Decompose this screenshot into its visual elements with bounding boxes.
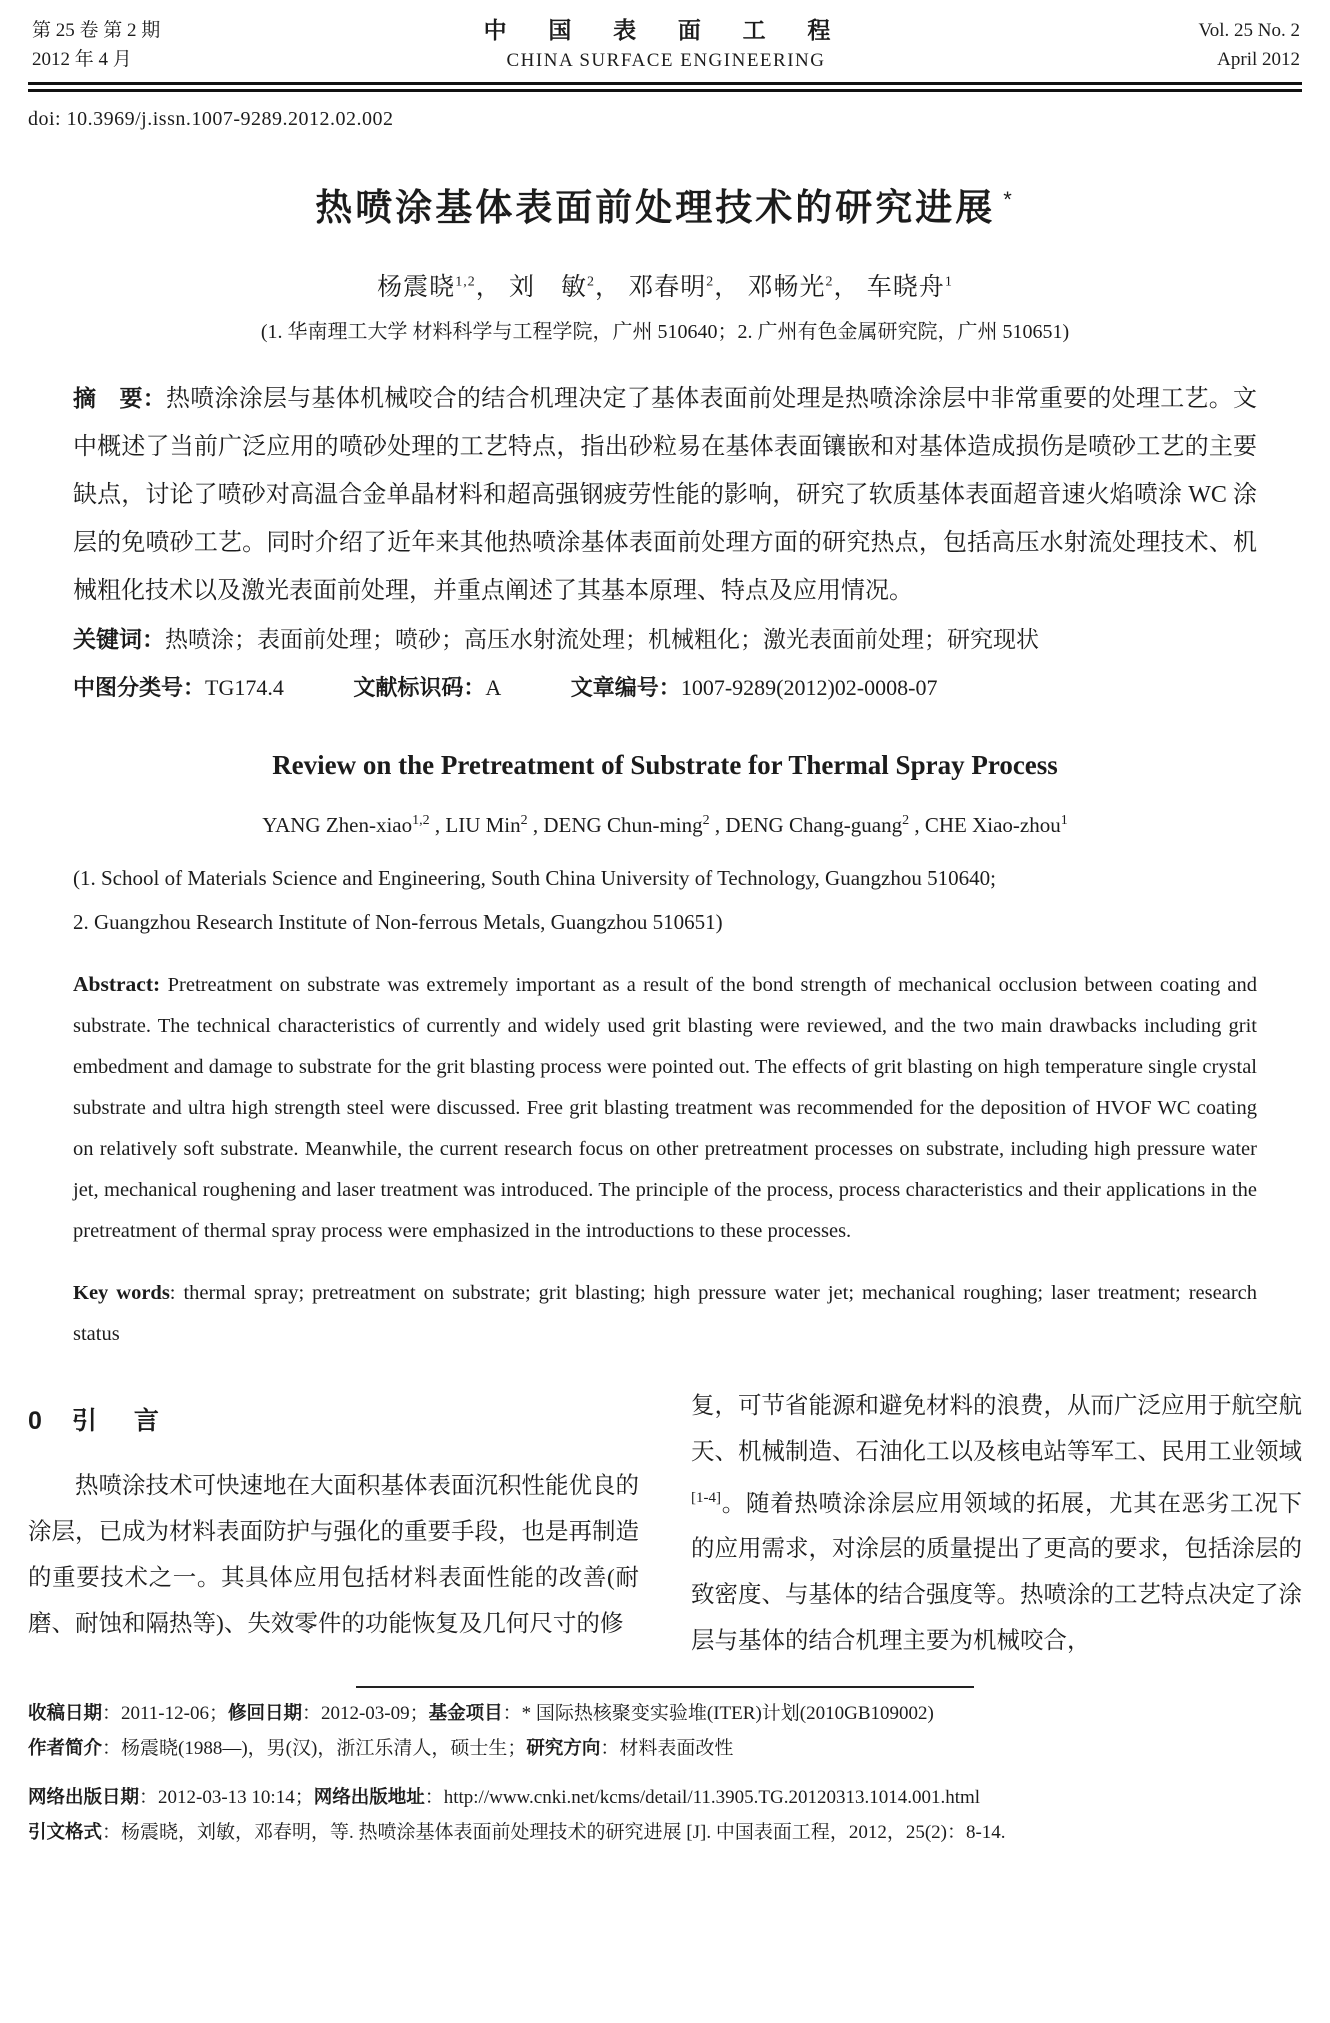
keywords-cn-label: 关键词 xyxy=(73,626,142,652)
author-en: DENG Chang-guang$^2$ , xyxy=(725,813,925,837)
section-title: 引 言 xyxy=(71,1406,165,1435)
footnote-citation-format: 引文格式：杨震晓，刘敏，邓春明，等. 热喷涂基体表面前处理技术的研究进展 [J]. 中国表面工程，2012，25(2)：8-14. xyxy=(28,1821,1006,1844)
footnotes xyxy=(28,1696,1302,1850)
affiliation-en-line1: (1. School of Materials Science and Engineering, South China University of Technology, Guangzhou 510640; xyxy=(73,866,996,890)
footnote-web-publication: 网络出版日期：2012-03-13 10:14；网络出版地址：http://www.cnki.net/kcms/detail/11.3905.TG.20120313.1014.001.html xyxy=(28,1786,981,1809)
journal-header xyxy=(28,16,1302,75)
issue-date-line: 2012 年 4 月 xyxy=(32,49,132,70)
footnote-web-block xyxy=(28,1780,1302,1850)
header-double-rule xyxy=(28,82,1302,92)
citation-reference: [1-4] xyxy=(691,1489,721,1506)
abstract-en-text: Pretreatment on substrate was extremely important as a result of the bond strength of mechanical occlusion between coating and substrate. The technical characteristics of currently and widely used grit blasting were reviewed, and the two main drawbacks including grit embedment and damage to substrate for the grit blasting process were pointed out. The effects of grit blasting on high temperature single crystal substrate and ultra high strength steel were discussed. Free grit blasting treatment was recommended for the deposition of HVOF WC coating on relatively soft substrate. Meanwhile, the current research focus on other pretreatment processes on substrate, including high pressure water jet, mechanical roughening and laser treatment was introduced. The principle of the process, process characteristics and their applications in the pretreatment of thermal spray process were emphasized in the introductions to these processes. xyxy=(73,974,1257,1242)
body-columns xyxy=(28,1383,1302,1665)
keywords-cn-text: 热喷涂；表面前处理；喷砂；高压水射流处理；机械粗化；激光表面前处理；研究现状 xyxy=(165,627,1039,652)
keywords-cn: 关键词：热喷涂；表面前处理；喷砂；高压水射流处理；机械粗化；激光表面前处理；研究现状 xyxy=(73,626,1039,652)
abstract-cn: 摘 要：热喷涂涂层与基体机械咬合的结合机理决定了基体表面前处理是热喷涂涂层中非常重要的处理工艺。文中概述了当前广泛应用的喷砂处理的工艺特点，指出砂粒易在基体表面镶嵌和对基体造成损伤是喷砂工艺的主要缺点，讨论了喷砂对高温合金单晶材料和超高强钢疲劳性能的影响，研究了软质基体表面超音速火焰喷涂 WC 涂层的免喷砂工艺。同时介绍了近年来其他热喷涂基体表面前处理方面的研究热点，包括高压水射流处理技术、机械粗化技术以及激光表面前处理，并重点阐述了其基本原理、特点及应用情况。 xyxy=(73,385,1257,604)
keywords-en-text: thermal spray; pretreatment on substrate; grit blasting; high pressure water jet; mechanical roughing; laser treatment; research status xyxy=(73,1281,1257,1345)
authors-cn xyxy=(28,267,1302,303)
month-line: April 2012 xyxy=(1217,49,1300,70)
authors-en xyxy=(73,813,1257,838)
author-en: LIU Min$^2$ , xyxy=(445,813,544,837)
keywords-en-label: Key words xyxy=(73,1281,170,1304)
section-heading-intro xyxy=(28,1401,639,1437)
author-en: CHE Xiao-zhou$^1$ xyxy=(924,813,1068,837)
article-number: 文章编号：1007-9289(2012)02-0008-07 xyxy=(570,675,938,700)
author-cn: 刘 敏$^2$， xyxy=(508,274,621,301)
author-cn: 杨震晓$^{1,2}$， xyxy=(377,274,502,301)
web-publication-url: ：http://www.cnki.net/kcms/detail/11.3905.TG.20120313.1014.001.html xyxy=(424,1787,981,1809)
left-column xyxy=(28,1383,639,1665)
abstract-cn-text: 热喷涂涂层与基体机械咬合的结合机理决定了基体表面前处理是热喷涂涂层中非常重要的处理工艺。文中概述了当前广泛应用的喷砂处理的工艺特点，指出砂粒易在基体表面镶嵌和对基体造成损伤是喷砂工艺的主要缺点，讨论了喷砂对高温合金单晶材料和超高强钢疲劳性能的影响，研究了软质基体表面超音速火焰喷涂 WC 涂层的免喷砂工艺。同时介绍了近年来其他热喷涂基体表面前处理方面的研究热点，包括高压水射流处理技术、机械粗化技术以及激光表面前处理，并重点阐述了其基本原理、特点及应用情况。 xyxy=(73,386,1257,604)
abstract-en: Abstract: Pretreatment on substrate was extremely important as a result of the bond strength of mechanical occlusion between coating and substrate. The technical characteristics of currently and widely used grit blasting were reviewed, and the two main drawbacks including grit embedment and damage to substrate for the grit blasting process were pointed out. The effects of grit blasting on high temperature single crystal substrate and ultra high strength steel were discussed. Free grit blasting treatment was recommended for the deposition of HVOF WC coating on relatively soft substrate. Meanwhile, the current research focus on other pretreatment processes on substrate, including high pressure water jet, mechanical roughening and laser treatment was introduced. The principle of the process, process characteristics and their applications in the pretreatment of thermal spray process were emphasized in the introductions to these processes. xyxy=(73,972,1257,1242)
author-cn: 车晓舟$^1$ xyxy=(866,274,953,301)
title-footnote-marker: * xyxy=(1003,186,1015,212)
author-cn: 邓畅光$^2$， xyxy=(747,274,860,301)
author-en: YANG Zhen-xiao$^{1,2}$ , xyxy=(262,813,446,837)
journal-title-en: CHINA SURFACE ENGINEERING xyxy=(506,50,826,71)
article-title-cn xyxy=(28,177,1302,231)
author-en: DENG Chun-ming$^2$ , xyxy=(543,813,726,837)
abstract-en-label: Abstract xyxy=(73,972,154,996)
issue-volume-line: 第 25 卷 第 2 期 xyxy=(32,20,161,41)
abstract-cn-label: 摘 要 xyxy=(73,385,143,411)
journal-title-cn: 中 国 表 面 工 程 xyxy=(483,18,849,43)
right-column xyxy=(691,1383,1302,1665)
footnote-rule xyxy=(356,1686,974,1688)
section-number: 0 xyxy=(28,1406,42,1435)
article-title-en: Review on the Pretreatment of Substrate for Thermal Spray Process xyxy=(272,750,1058,780)
footnote-dates-fund: 收稿日期：2011-12-06；修回日期：2012-03-09；基金项目：* 国际热核聚变实验堆(ITER)计划(2010GB109002) xyxy=(28,1702,934,1725)
doi-line: doi: 10.3969/j.issn.1007-9289.2012.02.002 xyxy=(28,108,394,130)
article-title-cn-text: 热喷涂基体表面前处理技术的研究进展 xyxy=(315,187,996,228)
affiliation-en-line2: 2. Guangzhou Research Institute of Non-ferrous Metals, Guangzhou 510651) xyxy=(73,910,723,934)
journal-title-block xyxy=(282,16,1050,75)
affiliation-cn: (1. 华南理工大学 材料科学与工程学院，广州 510640；2. 广州有色金属研究院，广州 510651) xyxy=(260,321,1070,343)
intro-paragraph-right: 复，可节省能源和避免材料的浪费，从而广泛应用于航空航天、机械制造、石油化工以及核电站等军工、民用工业领域[1-4]。随着热喷涂涂层应用领域的拓展，尤其在恶劣工况下的应用需求，对涂层的质量提出了更高的要求，包括涂层的致密度、与基体的结合强度等。热喷涂的工艺特点决定了涂层与基体的结合机理主要为机械咬合， xyxy=(691,1392,1302,1655)
issue-info xyxy=(28,16,282,74)
author-cn: 邓春明$^2$， xyxy=(628,274,741,301)
keywords-en: Key words: thermal spray; pretreatment on substrate; grit blasting; high pressure water jet; mechanical roughing; laser treatment; research status xyxy=(73,1281,1257,1345)
volume-line: Vol. 25 No. 2 xyxy=(1198,20,1300,41)
article-meta-line xyxy=(73,664,1257,712)
footnote-author-bio: 作者简介：杨震晓(1988—)，男(汉)，浙江乐清人，硕士生；研究方向：材料表面改性 xyxy=(28,1737,734,1760)
document-code: 文献标识码：A xyxy=(353,675,502,700)
intro-paragraph-left: 热喷涂技术可快速地在大面积基体表面沉积性能优良的涂层，已成为材料表面防护与强化的重要手段，也是再制造的重要技术之一。其具体应用包括材料表面性能的改善(耐磨、耐蚀和隔热等)、失效零件的功能恢复及几何尺寸的修 xyxy=(28,1472,639,1637)
clc-number: 中图分类号：TG174.4 xyxy=(73,675,284,700)
article-meta-block xyxy=(73,374,1257,1355)
volume-info xyxy=(1050,16,1302,74)
affiliation-en xyxy=(73,856,1257,944)
